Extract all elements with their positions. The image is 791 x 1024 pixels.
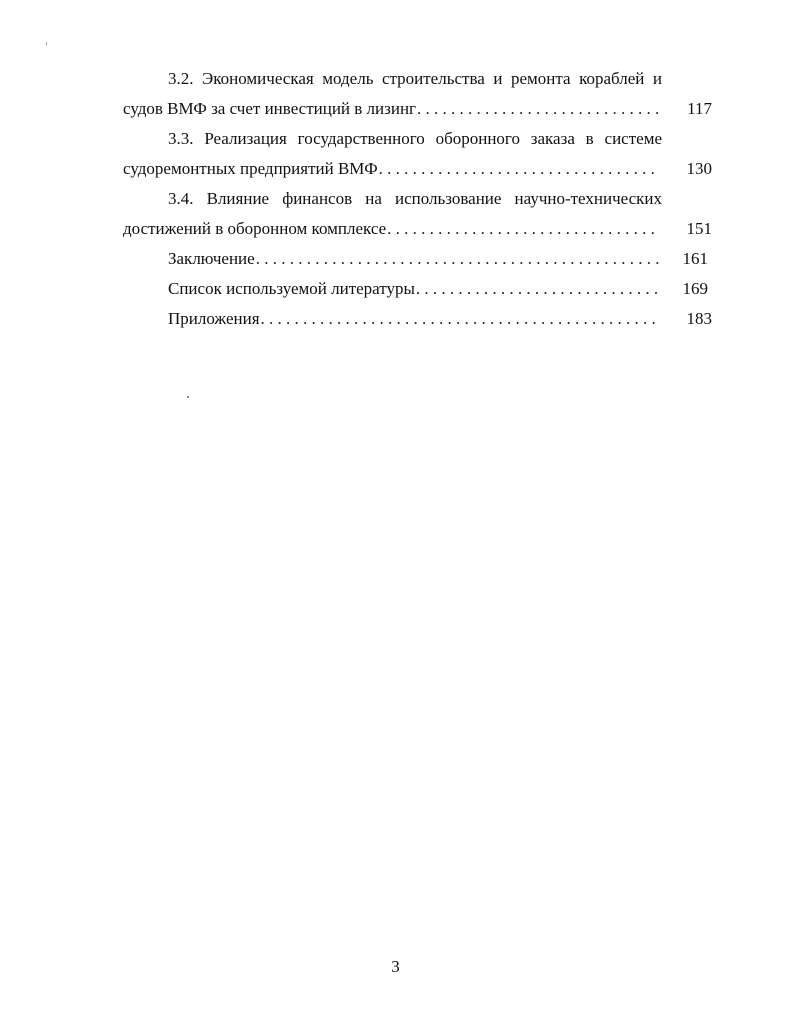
dot-leader: [261, 308, 658, 330]
toc-entry-3-3-page: 130: [686, 159, 712, 178]
toc-entry-appendices: [168, 308, 658, 330]
toc-entry-3-3-line1: 3.3. Реализация государственного оборонного заказа в системе: [168, 129, 662, 148]
toc-entry-3-4-page: 151: [686, 219, 712, 238]
scan-speck: [187, 396, 189, 398]
scan-speck: [46, 42, 47, 45]
dot-leader: [256, 248, 662, 270]
toc-entry-references-label: Список используемой литературы: [168, 279, 415, 298]
toc-entry-references-page: 169: [682, 279, 708, 298]
toc-entry-appendices-page: 183: [686, 309, 712, 328]
dot-leader: [379, 158, 659, 180]
toc-entry-3-4-label: достижений в оборонном комплексе: [123, 219, 387, 238]
toc-entry-3-2-label: судов ВМФ за счет инвестиций в лизинг: [123, 99, 417, 118]
page-number: 3: [391, 957, 400, 976]
toc-entry-references: [168, 278, 658, 300]
dot-leader: [387, 218, 659, 240]
toc-entry-conclusion: [168, 248, 662, 270]
toc-entry-3-3-label: судоремонтных предприятий ВМФ: [123, 159, 378, 178]
toc-entry-3-3-line2: [123, 158, 659, 180]
toc-entry-3-2-line1: 3.2. Экономическая модель строительства и ремонта кораблей и: [168, 69, 662, 88]
dot-leader: [416, 278, 658, 300]
toc-entry-3-4-line1: 3.4. Влияние финансов на использование научно-технических: [168, 189, 662, 208]
toc-entry-appendices-label: Приложения: [168, 309, 260, 328]
toc-entry-conclusion-label: Заключение: [168, 249, 255, 268]
toc-entry-conclusion-page: 161: [682, 249, 708, 268]
toc-entry-3-2-line2: [123, 98, 659, 120]
dot-leader: [417, 98, 659, 120]
toc-entry-3-4-line2: [123, 218, 659, 240]
toc-entry-3-2-page: 117: [687, 99, 712, 118]
